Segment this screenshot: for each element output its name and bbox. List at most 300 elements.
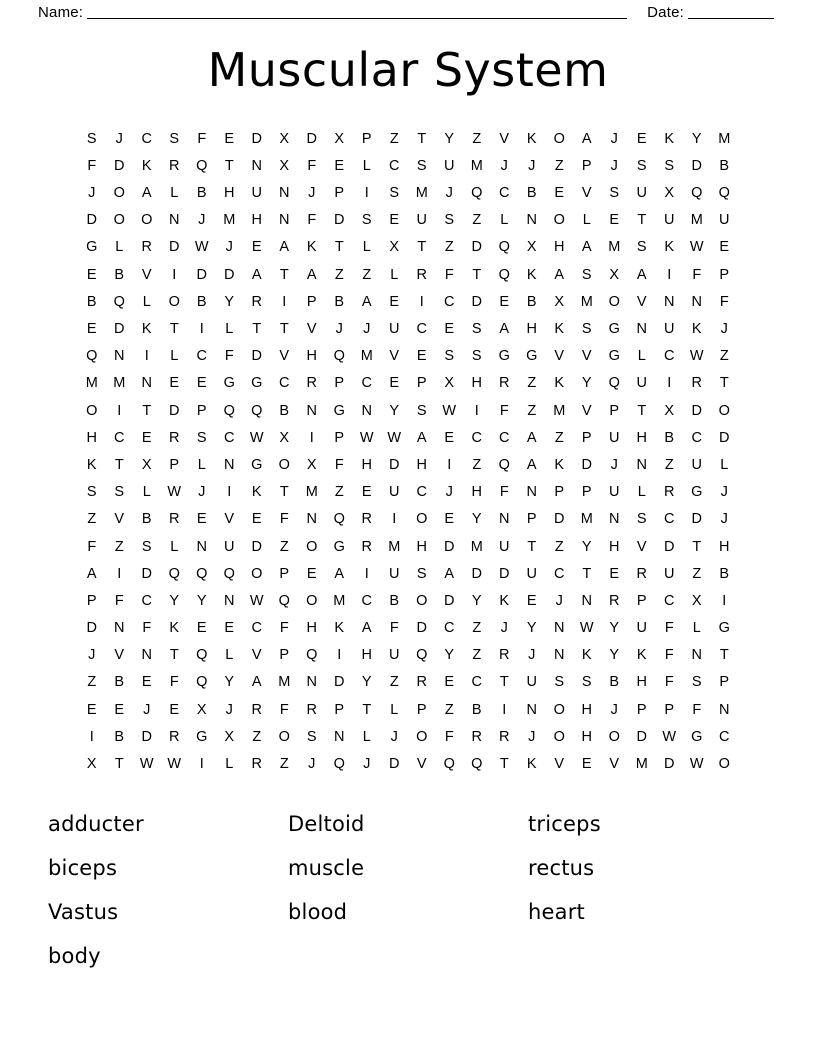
grid-cell[interactable]: M xyxy=(388,538,401,555)
grid-cell[interactable]: L xyxy=(362,239,371,256)
grid-cell[interactable]: C xyxy=(664,511,675,528)
grid-cell[interactable]: O xyxy=(168,293,180,310)
grid-cell[interactable]: T xyxy=(719,375,729,392)
grid-cell[interactable]: E xyxy=(114,701,125,718)
grid-cell[interactable]: U xyxy=(251,185,262,202)
grid-cell[interactable]: D xyxy=(581,456,592,473)
grid-cell[interactable]: Y xyxy=(224,674,235,691)
grid-cell[interactable]: Z xyxy=(252,728,262,745)
grid-cell[interactable]: O xyxy=(416,511,428,528)
grid-cell[interactable]: N xyxy=(251,157,262,174)
grid-cell[interactable]: U xyxy=(499,538,510,555)
grid-cell[interactable]: T xyxy=(637,402,647,419)
grid-cell[interactable]: K xyxy=(306,239,317,256)
grid-cell[interactable]: Y xyxy=(581,538,592,555)
grid-cell[interactable]: F xyxy=(444,266,454,283)
grid-cell[interactable]: W xyxy=(139,756,154,772)
grid-cell[interactable]: L xyxy=(225,321,234,337)
grid-cell[interactable]: Z xyxy=(444,701,454,718)
grid-cell[interactable]: C xyxy=(196,348,207,365)
grid-cell[interactable]: B xyxy=(114,728,125,745)
grid-cell[interactable]: S xyxy=(581,321,592,337)
grid-cell[interactable]: J xyxy=(720,484,728,501)
grid-cell[interactable]: E xyxy=(389,212,400,229)
grid-cell[interactable]: Z xyxy=(527,375,537,392)
grid-cell[interactable]: J xyxy=(610,157,618,174)
grid-cell[interactable]: H xyxy=(361,456,372,473)
grid-cell[interactable]: W xyxy=(249,592,264,609)
grid-cell[interactable]: S xyxy=(691,674,702,691)
grid-cell[interactable]: M xyxy=(305,484,318,501)
grid-cell[interactable]: W xyxy=(194,239,209,256)
grid-cell[interactable]: M xyxy=(278,674,291,691)
grid-cell[interactable]: W xyxy=(167,484,182,501)
grid-cell[interactable]: M xyxy=(85,375,98,392)
grid-cell[interactable]: M xyxy=(635,756,648,772)
grid-cell[interactable]: Q xyxy=(471,185,483,202)
grid-cell[interactable]: V xyxy=(499,130,510,147)
grid-cell[interactable]: T xyxy=(637,212,647,229)
grid-cell[interactable]: X xyxy=(444,375,455,392)
grid-cell[interactable]: G xyxy=(498,348,510,365)
grid-cell[interactable]: I xyxy=(172,266,177,283)
grid-cell[interactable]: S xyxy=(361,212,372,229)
grid-cell[interactable]: V xyxy=(636,538,647,555)
grid-cell[interactable]: N xyxy=(306,511,317,528)
grid-cell[interactable]: L xyxy=(170,348,179,365)
grid-cell[interactable]: C xyxy=(361,375,372,392)
grid-cell[interactable]: S xyxy=(416,565,427,582)
grid-cell[interactable]: J xyxy=(198,212,206,229)
grid-cell[interactable]: Y xyxy=(471,592,482,609)
grid-cell[interactable]: F xyxy=(444,728,454,745)
grid-cell[interactable]: H xyxy=(581,701,592,718)
grid-cell[interactable]: G xyxy=(251,375,263,392)
grid-cell[interactable]: E xyxy=(581,756,592,772)
grid-cell[interactable]: C xyxy=(141,130,152,147)
grid-cell[interactable]: Z xyxy=(692,565,702,582)
grid-cell[interactable]: M xyxy=(608,239,621,256)
grid-cell[interactable]: A xyxy=(526,456,537,473)
grid-cell[interactable]: J xyxy=(445,484,453,501)
grid-cell[interactable]: D xyxy=(636,728,647,745)
grid-cell[interactable]: C xyxy=(279,375,290,392)
grid-cell[interactable]: U xyxy=(526,674,537,691)
grid-cell[interactable]: Y xyxy=(526,620,537,637)
grid-cell[interactable]: D xyxy=(444,592,455,609)
grid-cell[interactable]: I xyxy=(337,647,342,664)
grid-cell[interactable]: C xyxy=(499,429,510,446)
grid-cell[interactable]: Z xyxy=(114,538,124,555)
grid-cell[interactable]: Q xyxy=(196,565,208,582)
grid-cell[interactable]: K xyxy=(334,620,345,637)
grid-cell[interactable]: Q xyxy=(306,647,318,664)
grid-cell[interactable]: W xyxy=(359,429,374,446)
grid-cell[interactable]: J xyxy=(198,484,206,501)
grid-cell[interactable]: L xyxy=(390,701,399,718)
grid-cell[interactable]: C xyxy=(471,674,482,691)
grid-cell[interactable]: T xyxy=(169,647,179,664)
grid-cell[interactable]: C xyxy=(224,429,235,446)
grid-cell[interactable]: F xyxy=(114,592,124,609)
grid-cell[interactable]: W xyxy=(662,728,677,745)
grid-cell[interactable]: E xyxy=(609,565,620,582)
grid-cell[interactable]: A xyxy=(361,620,372,637)
grid-cell[interactable]: Q xyxy=(196,157,208,174)
grid-cell[interactable]: H xyxy=(224,185,235,202)
grid-cell[interactable]: N xyxy=(554,647,565,664)
grid-cell[interactable]: S xyxy=(416,157,427,174)
grid-cell[interactable]: S xyxy=(196,429,207,446)
grid-cell[interactable]: I xyxy=(117,402,122,419)
grid-cell[interactable]: H xyxy=(86,429,97,446)
grid-cell[interactable]: D xyxy=(251,348,262,365)
grid-cell[interactable]: M xyxy=(113,375,126,392)
grid-cell[interactable]: Q xyxy=(251,402,263,419)
grid-cell[interactable]: R xyxy=(169,157,180,174)
grid-cell[interactable]: T xyxy=(417,239,427,256)
grid-cell[interactable]: X xyxy=(306,456,317,473)
grid-cell[interactable]: L xyxy=(692,620,701,637)
grid-cell[interactable]: D xyxy=(251,130,262,147)
grid-cell[interactable]: U xyxy=(609,484,620,501)
grid-cell[interactable]: L xyxy=(170,185,179,202)
date-field[interactable] xyxy=(688,5,774,19)
grid-cell[interactable]: J xyxy=(225,701,233,718)
grid-cell[interactable]: B xyxy=(526,185,537,202)
grid-cell[interactable]: F xyxy=(142,620,152,637)
word-list-item[interactable]: adducter xyxy=(48,812,144,837)
grid-cell[interactable]: K xyxy=(554,375,565,392)
grid-cell[interactable]: Q xyxy=(333,348,345,365)
grid-cell[interactable]: N xyxy=(499,511,510,528)
grid-cell[interactable]: K xyxy=(526,266,537,283)
grid-cell[interactable]: F xyxy=(692,266,702,283)
grid-cell[interactable]: S xyxy=(636,239,647,256)
word-list-item[interactable]: Deltoid xyxy=(288,812,365,837)
grid-cell[interactable]: K xyxy=(141,321,152,337)
grid-cell[interactable]: B xyxy=(471,701,482,718)
grid-cell[interactable]: Q xyxy=(498,266,510,283)
grid-cell[interactable]: V xyxy=(581,402,592,419)
grid-cell[interactable]: E xyxy=(224,620,235,637)
grid-cell[interactable]: P xyxy=(279,565,290,582)
grid-cell[interactable]: H xyxy=(554,239,565,256)
grid-cell[interactable]: A xyxy=(636,266,647,283)
grid-cell[interactable]: H xyxy=(471,375,482,392)
grid-cell[interactable]: R xyxy=(499,375,510,392)
grid-cell[interactable]: E xyxy=(609,212,620,229)
grid-cell[interactable]: M xyxy=(553,402,566,419)
grid-cell[interactable]: A xyxy=(416,429,427,446)
grid-cell[interactable]: T xyxy=(279,266,289,283)
grid-cell[interactable]: J xyxy=(610,456,618,473)
grid-cell[interactable]: F xyxy=(87,157,97,174)
grid-cell[interactable]: O xyxy=(113,212,125,229)
grid-cell[interactable]: E xyxy=(196,375,207,392)
grid-cell[interactable]: X xyxy=(691,592,702,609)
grid-cell[interactable]: V xyxy=(416,756,427,772)
grid-cell[interactable]: V xyxy=(389,348,400,365)
grid-cell[interactable]: Q xyxy=(691,185,703,202)
grid-cell[interactable]: U xyxy=(636,375,647,392)
grid-cell[interactable]: N xyxy=(306,674,317,691)
grid-cell[interactable]: N xyxy=(279,212,290,229)
grid-cell[interactable]: A xyxy=(86,565,97,582)
grid-cell[interactable]: Z xyxy=(362,266,372,283)
grid-cell[interactable]: E xyxy=(361,484,372,501)
grid-cell[interactable]: X xyxy=(609,266,620,283)
grid-cell[interactable]: L xyxy=(225,647,234,664)
grid-cell[interactable]: Y xyxy=(471,511,482,528)
grid-cell[interactable]: J xyxy=(88,185,96,202)
grid-cell[interactable]: S xyxy=(86,484,97,501)
grid-cell[interactable]: U xyxy=(416,212,427,229)
grid-cell[interactable]: A xyxy=(499,321,510,337)
grid-cell[interactable]: T xyxy=(499,674,509,691)
grid-cell[interactable]: N xyxy=(114,620,125,637)
grid-cell[interactable]: T xyxy=(417,130,427,147)
grid-cell[interactable]: Y xyxy=(224,293,235,310)
grid-cell[interactable]: N xyxy=(691,647,702,664)
grid-cell[interactable]: I xyxy=(667,375,672,392)
grid-cell[interactable]: A xyxy=(554,266,565,283)
grid-cell[interactable]: R xyxy=(499,728,510,745)
grid-cell[interactable]: R xyxy=(416,674,427,691)
grid-cell[interactable]: X xyxy=(664,185,675,202)
grid-cell[interactable]: Q xyxy=(333,756,345,772)
grid-cell[interactable]: Z xyxy=(389,130,399,147)
grid-cell[interactable]: C xyxy=(444,620,455,637)
grid-cell[interactable]: O xyxy=(278,456,290,473)
grid-cell[interactable]: X xyxy=(526,239,537,256)
grid-cell[interactable]: K xyxy=(86,456,97,473)
grid-cell[interactable]: H xyxy=(636,674,647,691)
name-field[interactable] xyxy=(87,5,627,19)
grid-cell[interactable]: G xyxy=(196,728,208,745)
grid-cell[interactable]: O xyxy=(86,402,98,419)
grid-cell[interactable]: L xyxy=(582,212,591,229)
grid-cell[interactable]: E xyxy=(251,511,262,528)
grid-cell[interactable]: Z xyxy=(472,212,482,229)
grid-cell[interactable]: X xyxy=(334,130,345,147)
grid-cell[interactable]: L xyxy=(115,239,124,256)
grid-cell[interactable]: A xyxy=(251,266,262,283)
grid-cell[interactable]: E xyxy=(196,511,207,528)
grid-cell[interactable]: Q xyxy=(333,511,345,528)
grid-cell[interactable]: I xyxy=(117,565,122,582)
grid-cell[interactable]: J xyxy=(308,756,316,772)
grid-cell[interactable]: L xyxy=(720,456,729,473)
grid-cell[interactable]: O xyxy=(416,728,428,745)
grid-cell[interactable]: U xyxy=(224,538,235,555)
grid-cell[interactable]: N xyxy=(224,456,235,473)
grid-cell[interactable]: N xyxy=(719,701,730,718)
grid-cell[interactable]: E xyxy=(389,293,400,310)
grid-cell[interactable]: D xyxy=(389,456,400,473)
grid-cell[interactable]: M xyxy=(470,157,483,174)
grid-cell[interactable]: M xyxy=(580,511,593,528)
grid-cell[interactable]: A xyxy=(526,429,537,446)
grid-cell[interactable]: H xyxy=(581,728,592,745)
grid-cell[interactable]: Q xyxy=(86,348,98,365)
grid-cell[interactable]: E xyxy=(444,674,455,691)
grid-cell[interactable]: D xyxy=(416,620,427,637)
grid-cell[interactable]: J xyxy=(390,728,398,745)
grid-cell[interactable]: Q xyxy=(443,756,455,772)
grid-cell[interactable]: J xyxy=(225,239,233,256)
grid-cell[interactable]: Q xyxy=(608,375,620,392)
grid-cell[interactable]: G xyxy=(223,375,235,392)
grid-cell[interactable]: P xyxy=(719,266,730,283)
grid-cell[interactable]: H xyxy=(609,538,620,555)
grid-cell[interactable]: S xyxy=(444,348,455,365)
grid-cell[interactable]: V xyxy=(581,185,592,202)
grid-cell[interactable]: U xyxy=(389,321,400,337)
grid-cell[interactable]: V xyxy=(306,321,317,337)
grid-cell[interactable]: N xyxy=(609,511,620,528)
grid-cell[interactable]: R xyxy=(306,375,317,392)
grid-cell[interactable]: Z xyxy=(554,157,564,174)
grid-cell[interactable]: J xyxy=(610,701,618,718)
grid-cell[interactable]: N xyxy=(196,538,207,555)
grid-cell[interactable]: F xyxy=(279,701,289,718)
grid-cell[interactable]: M xyxy=(470,538,483,555)
grid-cell[interactable]: D xyxy=(141,565,152,582)
grid-cell[interactable]: R xyxy=(251,701,262,718)
grid-cell[interactable]: X xyxy=(279,130,290,147)
grid-cell[interactable]: K xyxy=(664,239,675,256)
grid-cell[interactable]: E xyxy=(169,375,180,392)
grid-cell[interactable]: R xyxy=(141,239,152,256)
grid-cell[interactable]: P xyxy=(334,375,345,392)
grid-cell[interactable]: A xyxy=(581,239,592,256)
grid-cell[interactable]: C xyxy=(389,157,400,174)
grid-cell[interactable]: D xyxy=(471,565,482,582)
grid-cell[interactable]: V xyxy=(554,348,565,365)
grid-cell[interactable]: C xyxy=(141,592,152,609)
grid-cell[interactable]: Y xyxy=(361,674,372,691)
grid-cell[interactable]: Z xyxy=(472,647,482,664)
grid-cell[interactable]: B xyxy=(526,293,537,310)
grid-cell[interactable]: S xyxy=(416,402,427,419)
grid-cell[interactable]: F xyxy=(499,402,509,419)
grid-cell[interactable]: R xyxy=(251,293,262,310)
grid-cell[interactable]: T xyxy=(279,484,289,501)
grid-cell[interactable]: D xyxy=(554,511,565,528)
grid-cell[interactable]: N xyxy=(526,484,537,501)
grid-cell[interactable]: Z xyxy=(389,674,399,691)
grid-cell[interactable]: Q xyxy=(718,185,730,202)
grid-cell[interactable]: T xyxy=(224,157,234,174)
grid-cell[interactable]: G xyxy=(718,620,730,637)
grid-cell[interactable]: T xyxy=(279,321,289,337)
grid-cell[interactable]: B xyxy=(279,402,290,419)
grid-cell[interactable]: Z xyxy=(554,538,564,555)
grid-cell[interactable]: A xyxy=(306,266,317,283)
grid-cell[interactable]: D xyxy=(86,212,97,229)
grid-cell[interactable]: E xyxy=(444,511,455,528)
grid-cell[interactable]: U xyxy=(636,620,647,637)
grid-cell[interactable]: F xyxy=(389,620,399,637)
grid-cell[interactable]: C xyxy=(251,620,262,637)
word-list-item[interactable]: muscle xyxy=(288,856,365,881)
grid-cell[interactable]: D xyxy=(169,239,180,256)
grid-cell[interactable]: K xyxy=(581,647,592,664)
grid-cell[interactable]: F xyxy=(169,674,179,691)
grid-cell[interactable]: I xyxy=(364,185,369,202)
grid-cell[interactable]: X xyxy=(196,701,207,718)
grid-cell[interactable]: Z xyxy=(334,266,344,283)
grid-cell[interactable]: V xyxy=(554,756,565,772)
grid-cell[interactable]: I xyxy=(227,484,232,501)
grid-cell[interactable]: Q xyxy=(196,674,208,691)
grid-cell[interactable]: Z xyxy=(279,756,289,772)
grid-cell[interactable]: C xyxy=(471,429,482,446)
grid-cell[interactable]: S xyxy=(471,321,482,337)
grid-cell[interactable]: H xyxy=(361,647,372,664)
grid-cell[interactable]: S xyxy=(609,185,620,202)
grid-cell[interactable]: H xyxy=(636,429,647,446)
grid-cell[interactable]: O xyxy=(718,402,730,419)
grid-cell[interactable]: B xyxy=(334,293,345,310)
grid-cell[interactable]: J xyxy=(143,701,151,718)
grid-cell[interactable]: Y xyxy=(196,592,207,609)
grid-cell[interactable]: Q xyxy=(113,293,125,310)
grid-cell[interactable]: M xyxy=(718,130,731,147)
grid-cell[interactable]: D xyxy=(691,157,702,174)
grid-cell[interactable]: V xyxy=(609,756,620,772)
grid-cell[interactable]: E xyxy=(86,266,97,283)
grid-cell[interactable]: E xyxy=(444,321,455,337)
grid-cell[interactable]: U xyxy=(691,456,702,473)
grid-cell[interactable]: K xyxy=(664,130,675,147)
grid-cell[interactable]: J xyxy=(335,321,343,337)
grid-cell[interactable]: F xyxy=(664,647,674,664)
grid-cell[interactable]: V xyxy=(279,348,290,365)
grid-cell[interactable]: B xyxy=(141,511,152,528)
grid-cell[interactable]: J xyxy=(500,620,508,637)
grid-cell[interactable]: N xyxy=(554,620,565,637)
grid-cell[interactable]: D xyxy=(389,756,400,772)
grid-cell[interactable]: N xyxy=(279,185,290,202)
grid-cell[interactable]: S xyxy=(114,484,125,501)
word-list-item[interactable]: Vastus xyxy=(48,900,119,925)
grid-cell[interactable]: B xyxy=(196,185,207,202)
grid-cell[interactable]: I xyxy=(502,701,507,718)
grid-cell[interactable]: U xyxy=(664,321,675,337)
grid-cell[interactable]: B xyxy=(719,157,730,174)
grid-cell[interactable]: Z xyxy=(719,348,729,365)
grid-cell[interactable]: I xyxy=(447,456,452,473)
grid-cell[interactable]: E xyxy=(141,674,152,691)
grid-cell[interactable]: C xyxy=(719,728,730,745)
grid-cell[interactable]: O xyxy=(553,728,565,745)
grid-cell[interactable]: J xyxy=(555,592,563,609)
grid-cell[interactable]: E xyxy=(196,620,207,637)
grid-cell[interactable]: J xyxy=(720,511,728,528)
grid-cell[interactable]: C xyxy=(444,293,455,310)
grid-cell[interactable]: C xyxy=(416,321,427,337)
grid-cell[interactable]: G xyxy=(608,321,620,337)
grid-cell[interactable]: Y xyxy=(581,375,592,392)
grid-cell[interactable]: R xyxy=(169,511,180,528)
grid-cell[interactable]: I xyxy=(282,293,287,310)
grid-cell[interactable]: D xyxy=(334,212,345,229)
grid-cell[interactable]: G xyxy=(691,484,703,501)
grid-cell[interactable]: O xyxy=(306,592,318,609)
grid-cell[interactable]: W xyxy=(689,756,704,772)
